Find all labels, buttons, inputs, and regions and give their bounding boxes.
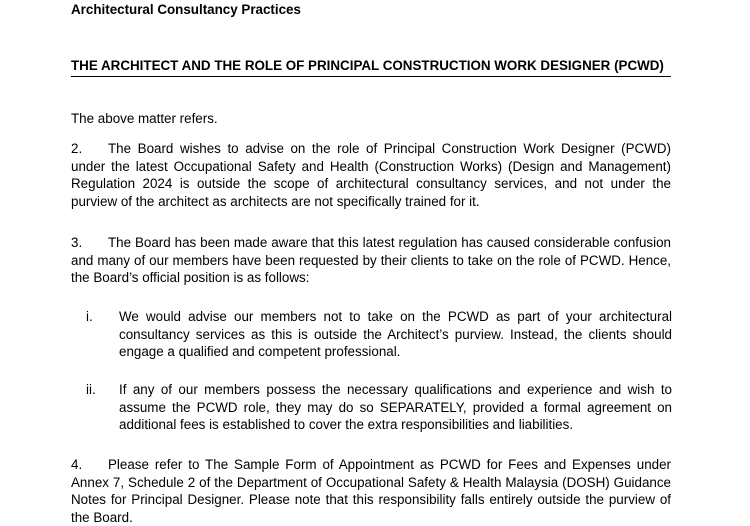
intro-paragraph [71,110,671,128]
paragraph-2 [71,140,671,210]
paragraph-4 [71,456,671,526]
paragraph-text: Please refer to The Sample Form of Appointment as PCWD for Fees and Expenses under Annex 7, Schedule 2 of the Department of Occupational Safety & Health Malaysia (DOSH) Guidance Notes for Principal Designer. Please note that this responsibility falls entirely outside the purview of the Board. [71,457,671,525]
paragraph-number: 2. [71,141,83,156]
list-item-number: i. [86,309,93,324]
subject-title: THE ARCHITECT AND THE ROLE OF PRINCIPAL CONSTRUCTION WORK DESIGNER (PCWD) [71,57,671,77]
paragraph-number: 4. [71,457,83,472]
list-item-number: ii. [86,382,96,397]
list-item [86,381,672,434]
paragraph-number: 3. [71,235,83,250]
paragraph-text: The Board has been made aware that this latest regulation has caused considerable confusion and many of our members have been requested by their clients to take on the role of PCWD. Hence, the Board’s official position is as follows: [71,235,671,285]
paragraph-3 [71,234,671,287]
list-item [86,308,672,361]
section-header: Architectural Consultancy Practices [71,2,301,17]
list-item-text: If any of our members possess the necessary qualifications and experience and wish to assume the PCWD role, they may do so SEPARATELY, provided a formal agreement on additional fees is established to cover the extra responsibilities and liabilities. [119,382,672,432]
paragraph-text: The Board wishes to advise on the role of Principal Construction Work Designer (PCWD) under the latest Occupational Safety and Health (Construction Works) (Design and Management) Regulation 2024 is outside the scope of architectural consultancy services, and not under the purview of the architect as architects are not specifically trained for it. [71,141,671,209]
list-item-text: We would advise our members not to take on the PCWD as part of your architectural consultancy services as this is outside the Architect’s purview. Instead, the clients should engage a qualified and competent professional. [119,309,672,359]
intro-text: The above matter refers. [71,111,218,126]
